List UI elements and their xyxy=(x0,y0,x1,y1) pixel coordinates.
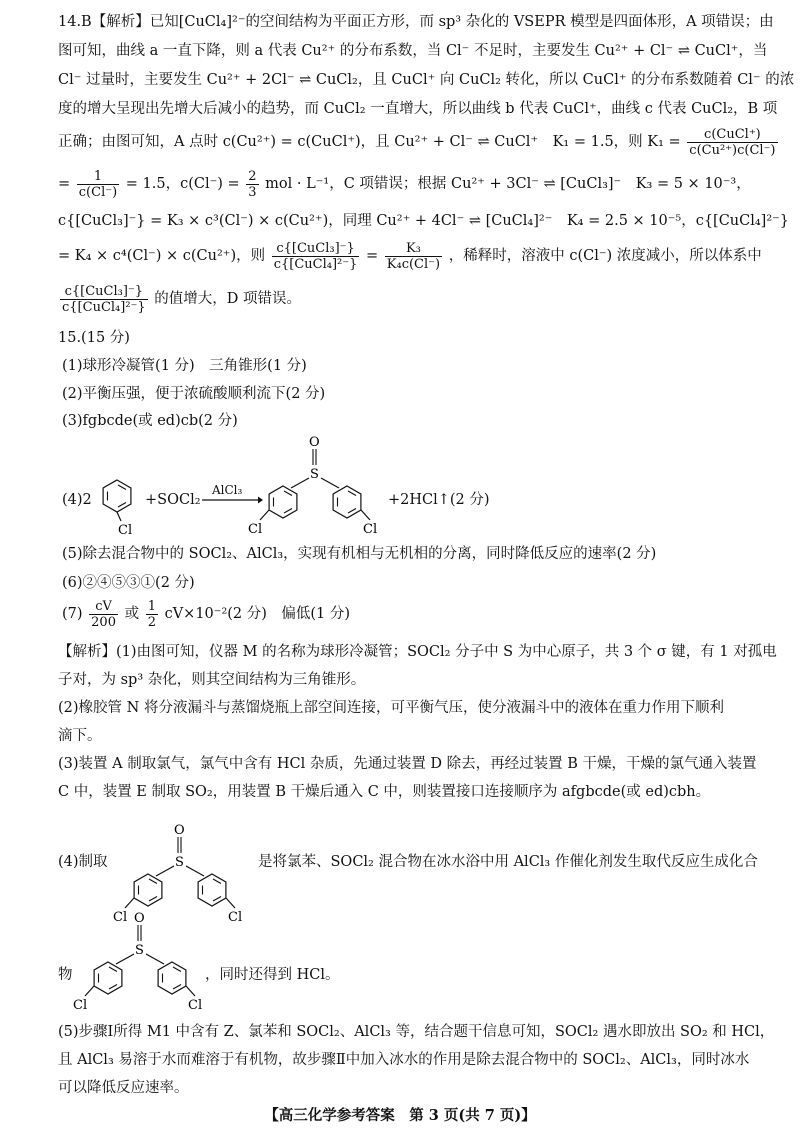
fraction-denominator: c{[CuCl₄]²⁻} xyxy=(62,299,146,315)
fraction-denominator: c(Cu²⁺)c(Cl⁻) xyxy=(689,142,776,158)
sulfur-label: S xyxy=(310,467,319,482)
explanation-line-8b: ，同时还得到 HCl。 xyxy=(205,967,340,983)
q14-line-6-text-a: = 1.5，c(Cl⁻) = xyxy=(125,176,240,192)
page-footer: 【高三化学参考答案 第 3 页(共 7 页)】 xyxy=(264,1107,536,1124)
q15-answer-7 xyxy=(62,594,772,634)
chlorine-label: Cl xyxy=(363,522,378,537)
explanation-line-7b: 是将氯苯、SOCl₂ 混合物在冰水浴中用 AlCl₃ 作催化剂发生取代反应生成化合 xyxy=(258,854,758,870)
fraction-complex-ratio xyxy=(272,241,360,272)
q14-line-8-text-a: = K₄ × c⁴(Cl⁻) × c(Cu²⁺)，则 xyxy=(58,248,266,264)
q14-line-8-text-b: ，稀释时，溶液中 c(Cl⁻) 浓度减小，所以体系中 xyxy=(448,248,762,264)
sulfur-label: S xyxy=(175,855,184,870)
answer-7-suffix: cV×10⁻²(2 分) 偏低(1 分) xyxy=(164,606,351,622)
explanation-line-9: (5)步骤Ⅰ所得 M1 中含有 Z、氯苯和 SOCl₂、AlCl₃ 等，结合题干信息可知，SOCl₂ 遇水即放出 SO₂ 和 HCl， xyxy=(58,1024,775,1040)
chlorine-label: Cl xyxy=(228,910,243,925)
fraction-numerator: 1 xyxy=(77,169,119,185)
fraction-numerator: c{[CuCl₃]⁻} xyxy=(272,241,360,257)
explanation-line-11: 可以降低反应速率。 xyxy=(58,1080,189,1096)
chlorobenzene-structure xyxy=(92,466,142,538)
fraction-denominator: 2 xyxy=(147,614,156,630)
fraction-numerator: c{[CuCl₃]⁻} xyxy=(60,284,148,300)
catalyst-label: AlCl₃ xyxy=(212,483,243,497)
q14-line-7: c{[CuCl₃]⁻} = K₃ × c³(Cl⁻) × c(Cu²⁺)，同理 Cu²⁺ + 4Cl⁻ ⇌ [CuCl₄]²⁻ K₄ = 2.5 × 10⁻⁵，c{[CuCl₄]²⁻} xyxy=(58,213,790,229)
oxygen-label: O xyxy=(174,823,185,838)
fraction-numerator: 1 xyxy=(147,598,156,614)
q14-line-5 xyxy=(58,122,776,162)
q15-heading: 15.(15 分) xyxy=(58,330,130,346)
q15-answer-4-socl2: +SOCl₂ xyxy=(145,492,201,508)
fraction-numerator: 2 xyxy=(248,168,257,184)
q15-answer-6: (6)②④⑤③①(2 分) xyxy=(62,575,195,591)
chlorine-label: Cl xyxy=(248,522,263,537)
explanation-line-8a: 物 xyxy=(58,967,73,983)
chlorine-label: Cl xyxy=(113,910,128,925)
q14-line-6 xyxy=(58,164,772,204)
q15-answer-1: (1)球形冷凝管(1 分) 三角锥形(1 分) xyxy=(62,358,307,374)
explanation-line-7a: (4)制取 xyxy=(58,854,108,870)
q14-line-6-text-b: mol · L⁻¹，C 项错误；根据 Cu²⁺ + 3Cl⁻ ⇌ [CuCl₃]⁻ K₃ = 5 × 10⁻³， xyxy=(265,176,751,192)
q15-answer-3: (3)fgbcde(或 ed)cb(2 分) xyxy=(62,413,238,429)
fraction-one-half xyxy=(146,599,158,630)
q15-answer-5: (5)除去混合物中的 SOCl₂、AlCl₃，实现有机相与无机相的分离，同时降低反应的速率(2 分) xyxy=(62,546,657,562)
fraction-denominator: c(Cl⁻) xyxy=(78,184,118,200)
fraction-cv-200 xyxy=(89,599,118,630)
fraction-numerator: K₃ xyxy=(385,241,442,257)
q14-line-2: 图可知，曲线 a 一直下降，则 a 代表 Cu²⁺ 的分布系数，当 Cl⁻ 不足时，主要发生 Cu²⁺ + Cl⁻ ⇌ CuCl⁺，当 xyxy=(58,43,768,59)
answer-7-or: 或 xyxy=(124,606,140,622)
oxygen-label: O xyxy=(309,435,320,450)
chlorine-label: Cl xyxy=(73,998,88,1013)
explanation-line-10: 且 AlCl₃ 易溶于水而难溶于有机物，故步骤Ⅱ中加入冰水的作用是除去混合物中的 SOCl₂、AlCl₃，同时冰水 xyxy=(58,1052,750,1068)
q14-line-1: 14.B【解析】已知[CuCl₄]²⁻的空间结构为平面正方形，而 sp³ 杂化的 VSEPR 模型是四面体形，A 项错误；由 xyxy=(58,14,774,30)
explanation-line-4: 滴下。 xyxy=(58,728,102,744)
explanation-line-1: 【解析】(1)由图可知，仪器 M 的名称为球形冷凝管；SOCl₂ 分子中 S 为中心原子，共 3 个 σ 键，有 1 对孤电 xyxy=(58,644,777,660)
q14-line-8 xyxy=(58,236,772,276)
fraction-k3-k4 xyxy=(385,241,442,272)
fraction-k1 xyxy=(687,127,777,158)
sulfur-label: S xyxy=(135,943,144,958)
fraction-denominator: 3 xyxy=(248,184,257,200)
diaryl-sulfoxide-structure xyxy=(245,432,385,538)
explanation-line-6: C 中，装置 E 制取 SO₂，用装置 B 干燥后通入 C 中，则装置接口连接顺序为 afgbcde(或 ed)cbh。 xyxy=(58,784,711,800)
answer-7-prefix: (7) xyxy=(62,606,83,622)
q14-line-9-text: 的值增大，D 项错误。 xyxy=(154,291,302,307)
fraction-denominator: K₄c(Cl⁻) xyxy=(386,256,441,272)
explanation-line-2: 子对，为 sp³ 杂化，则其空间结构为三角锥形。 xyxy=(58,672,366,688)
equals-sign: = xyxy=(366,248,379,264)
chlorine-label: Cl xyxy=(118,523,133,538)
q14-line-5-text: 正确；由图可知，A 点时 c(Cu²⁺) = c(CuCl⁺)，且 Cu²⁺ + Cl⁻ ⇌ CuCl⁺ K₁ = 1.5，则 K₁ = xyxy=(58,134,681,150)
q14-line-3: Cl⁻ 过量时，主要发生 Cu²⁺ + 2Cl⁻ ⇌ CuCl₂，且 CuCl⁺ 向 CuCl₂ 转化，所以 CuCl⁺ 的分布系数随着 Cl⁻ 的浓 xyxy=(58,72,795,88)
fraction-complex-ratio-2 xyxy=(60,284,148,315)
fraction-inverse-cl xyxy=(77,169,119,200)
diaryl-sulfoxide-structure xyxy=(70,908,210,1014)
explanation-line-3: (2)橡胶管 N 将分液漏斗与蒸馏烧瓶上部空间连接，可平衡气压，使分液漏斗中的液体在重力作用下顺利 xyxy=(58,700,724,716)
equals-sign: = xyxy=(58,176,71,192)
fraction-two-thirds xyxy=(246,169,258,200)
fraction-numerator: cV xyxy=(89,599,118,615)
q15-answer-2: (2)平衡压强，便于浓硫酸顺利流下(2 分) xyxy=(62,386,326,402)
oxygen-label: O xyxy=(134,911,145,926)
q14-line-4: 度的增大呈现出先增大后减小的趋势，而 CuCl₂ 一直增大，所以曲线 b 代表 CuCl⁺，曲线 c 代表 CuCl₂，B 项 xyxy=(58,101,778,117)
q15-answer-4-suffix: +2HCl↑(2 分) xyxy=(388,492,490,508)
fraction-denominator: c{[CuCl₄]²⁻} xyxy=(273,256,358,272)
fraction-denominator: 200 xyxy=(91,614,116,630)
chlorine-label: Cl xyxy=(188,998,203,1013)
q14-line-9 xyxy=(58,279,772,319)
q15-answer-4-prefix: (4)2 xyxy=(62,492,92,508)
explanation-line-5: (3)装置 A 制取氯气，氯气中含有 HCl 杂质，先通过装置 D 除去，再经过装置 B 干燥，干燥的氯气通入装置 xyxy=(58,756,757,772)
fraction-numerator: c(CuCl⁺) xyxy=(687,127,777,143)
